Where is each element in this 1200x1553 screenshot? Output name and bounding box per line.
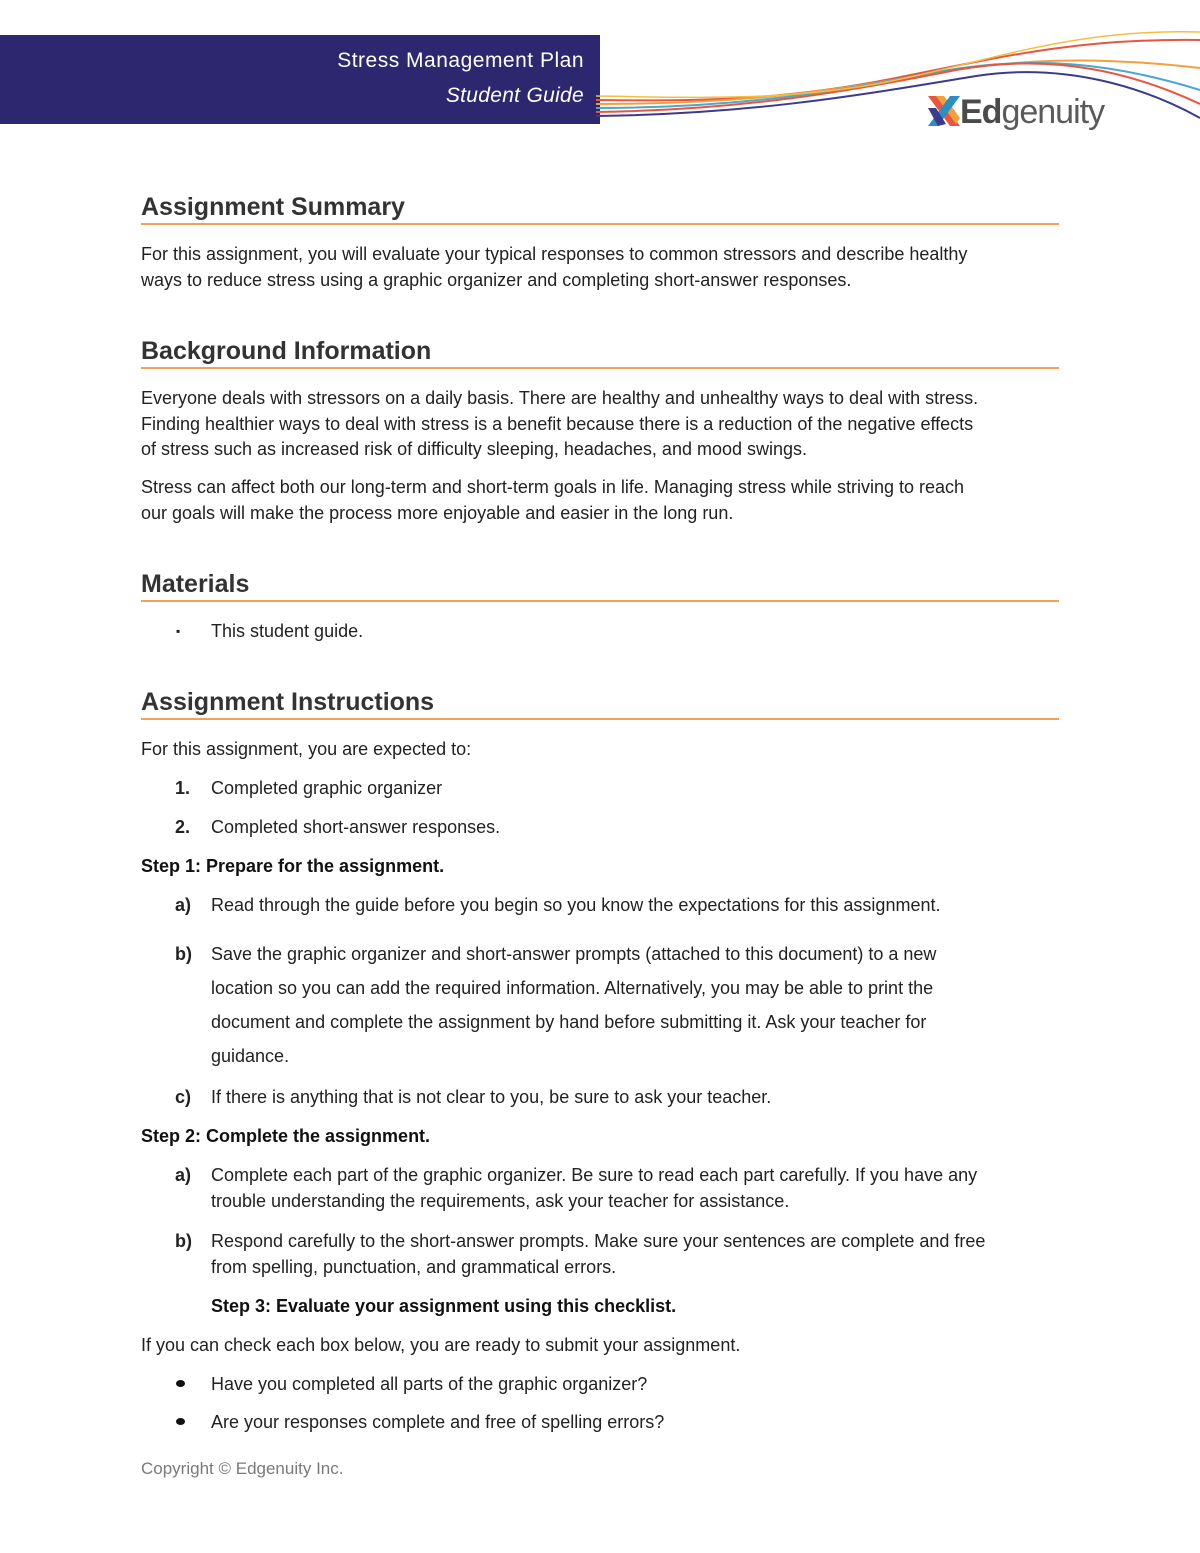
background-paragraph-1 <box>141 386 1059 463</box>
background-line: Stress can affect both our long-term and short-term goals in life. Managing stress while striving to reach <box>141 477 965 497</box>
copyright-footer: Copyright © Edgenuity Inc. <box>141 1459 344 1478</box>
step-3-title: Step 3: Evaluate your assignment using this checklist. <box>211 1296 677 1316</box>
step-3-intro: If you can check each box below, you are ready to submit your assignment. <box>141 1335 741 1355</box>
header-banner <box>0 35 600 124</box>
expectation-text: Completed short-answer responses. <box>211 817 501 837</box>
round-bullet-icon <box>176 1380 185 1387</box>
step-1-title: Step 1: Prepare for the assignment. <box>141 856 445 876</box>
document-title: Stress Management Plan <box>337 49 584 72</box>
logo-text-bold: Ed <box>960 93 1002 131</box>
item-text: If there is anything that is not clear to you, be sure to ask your teacher. <box>211 1087 772 1107</box>
edgenuity-logo <box>926 92 1106 132</box>
step-2-title: Step 2: Complete the assignment. <box>141 1126 431 1146</box>
item-label: c) <box>175 1087 192 1107</box>
item-text: Read through the guide before you begin so you know the expectations for this assignment. <box>211 895 941 915</box>
checklist-item-text: Have you completed all parts of the graphic organizer? <box>211 1374 648 1394</box>
logo-text-light: genuity <box>1001 93 1105 131</box>
background-paragraph-2 <box>141 475 1059 526</box>
heading-assignment-summary: Assignment Summary <box>141 192 1059 225</box>
heading-background-information: Background Information <box>141 336 1059 369</box>
materials-item-text: This student guide. <box>211 621 364 641</box>
item-text-block <box>211 937 1059 1073</box>
document-subtitle: Student Guide <box>445 84 584 107</box>
item-text-line: trouble understanding the requirements, ask your teacher for assistance. <box>211 1191 790 1211</box>
expectation-text: Completed graphic organizer <box>211 778 443 798</box>
summary-paragraph <box>141 242 1059 293</box>
instructions-intro: For this assignment, you are expected to: <box>141 739 472 759</box>
item-label: b) <box>175 1231 192 1251</box>
background-line: of stress such as increased risk of difficulty sleeping, headaches, and mood swings. <box>141 439 808 459</box>
item-text-block <box>211 1162 1059 1214</box>
checklist-item-text: Are your responses complete and free of spelling errors? <box>211 1412 665 1432</box>
heading-materials: Materials <box>141 569 1059 602</box>
list-number: 2. <box>175 817 191 837</box>
edgenuity-x-mark-icon <box>926 94 962 128</box>
item-label: a) <box>175 1165 192 1185</box>
round-bullet-icon <box>176 1418 185 1425</box>
list-number: 1. <box>175 778 191 798</box>
item-label: b) <box>175 944 192 964</box>
item-text-line: Respond carefully to the short-answer prompts. Make sure your sentences are complete and free <box>211 1231 986 1251</box>
item-text-line: location so you can add the required information. Alternatively, you may be able to print the <box>211 978 934 998</box>
decorative-waves <box>596 28 1200 138</box>
item-text-line: from spelling, punctuation, and grammatical errors. <box>211 1257 617 1277</box>
logo-wordmark <box>960 92 1104 132</box>
background-line: our goals will make the process more enjoyable and easier in the long run. <box>141 502 734 523</box>
square-bullet-icon: ▪ <box>176 624 181 638</box>
background-line: Finding healthier ways to deal with stress is a benefit because there is a reduction of the negative effects <box>141 413 974 434</box>
item-label: a) <box>175 895 192 915</box>
item-text-line: document and complete the assignment by hand before submitting it. Ask your teacher for <box>211 1012 927 1032</box>
item-text-line: guidance. <box>211 1046 290 1066</box>
heading-assignment-instructions: Assignment Instructions <box>141 687 1059 720</box>
item-text-line: Complete each part of the graphic organizer. Be sure to read each part carefully. If you have any <box>211 1165 978 1185</box>
item-text-line: Save the graphic organizer and short-answer prompts (attached to this document) to a new <box>211 944 937 964</box>
summary-line: ways to reduce stress using a graphic organizer and completing short-answer responses. <box>141 269 852 290</box>
background-line: Everyone deals with stressors on a daily basis. There are healthy and unhealthy ways to deal with stress. <box>141 388 979 408</box>
summary-line: For this assignment, you will evaluate your typical responses to common stressors and describe healthy <box>141 244 968 264</box>
item-text-block <box>211 1228 1059 1280</box>
